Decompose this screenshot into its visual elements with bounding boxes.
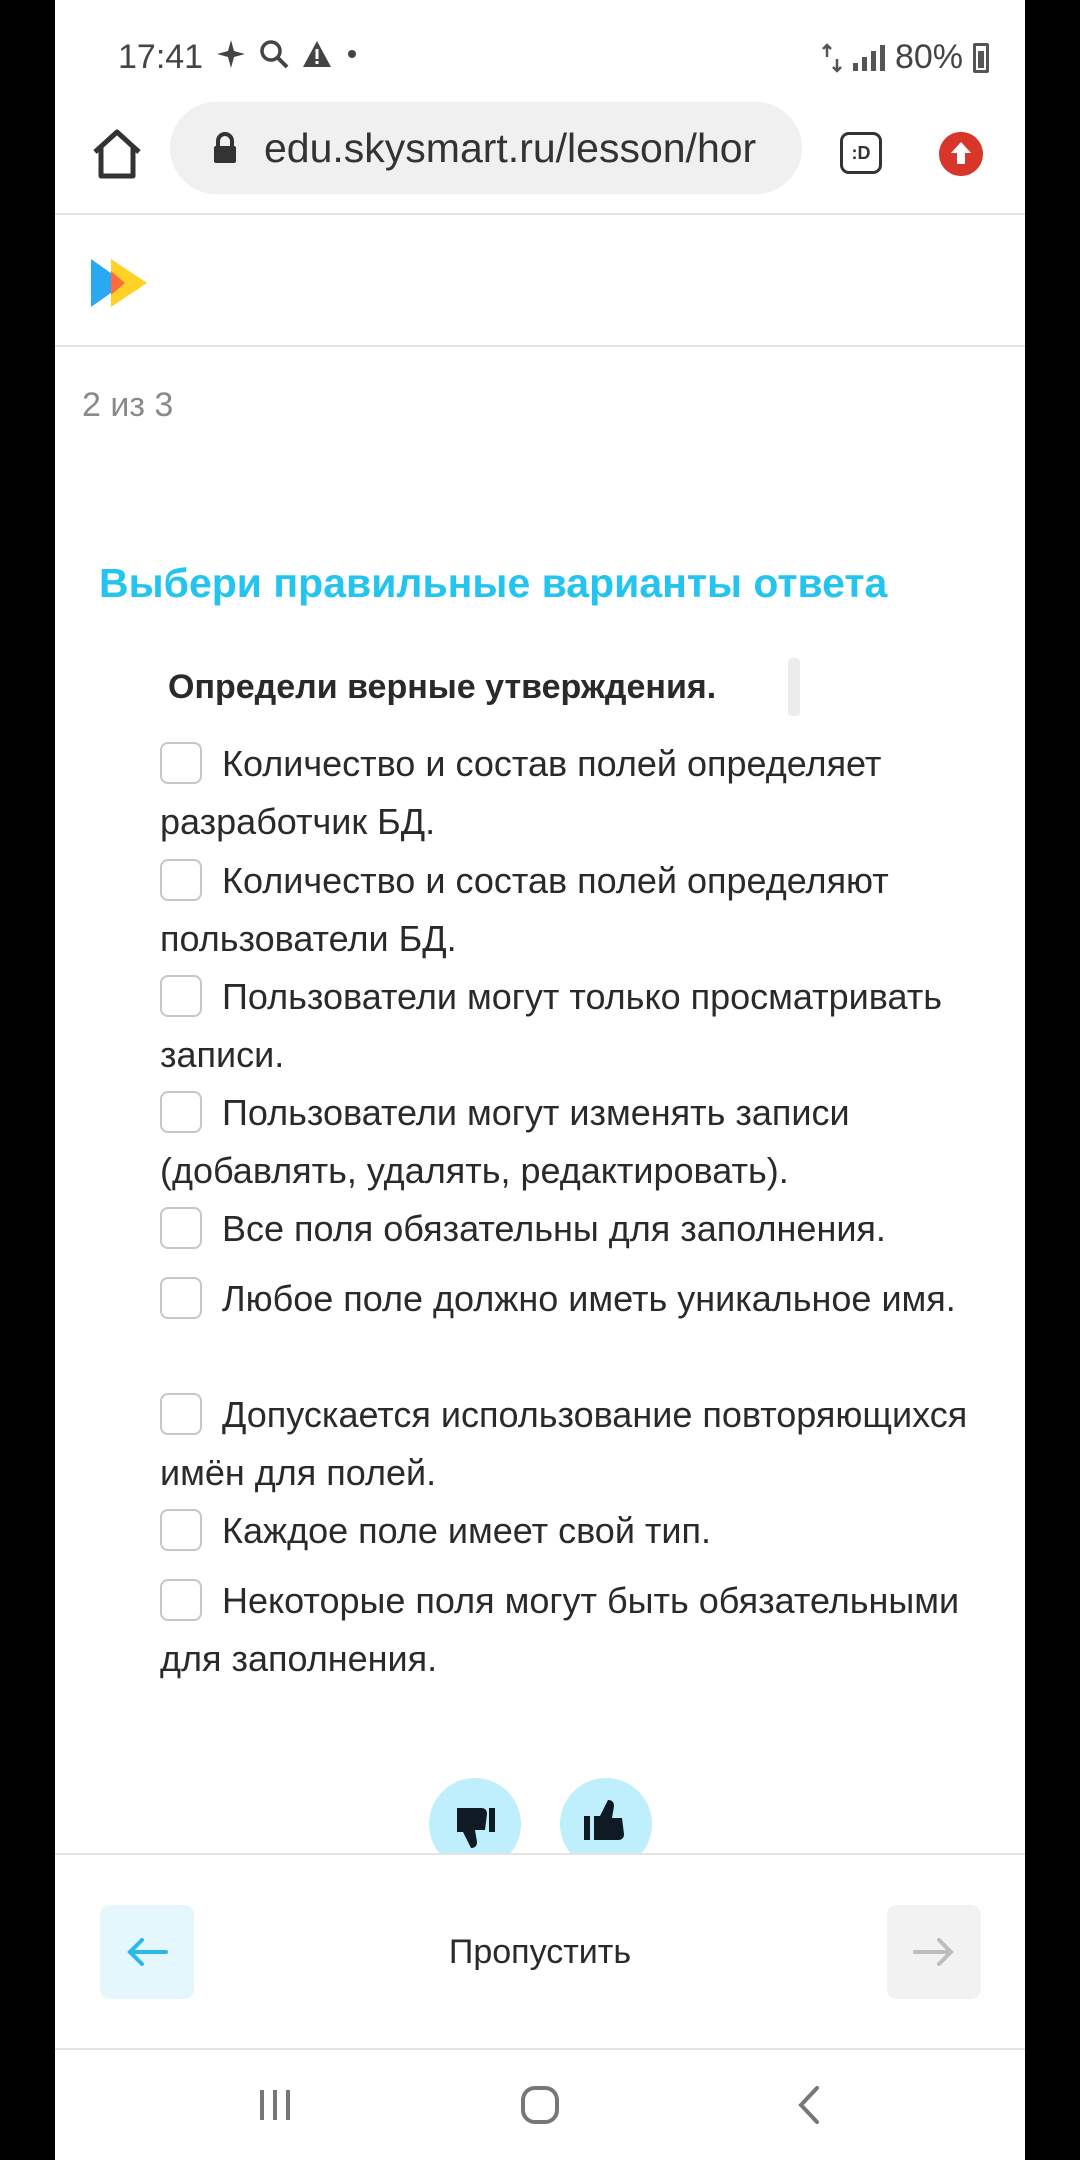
checkbox[interactable]	[160, 1393, 202, 1435]
next-button[interactable]	[887, 1905, 981, 1999]
phone-screen	[55, 0, 1025, 2160]
checkbox[interactable]	[160, 1091, 202, 1133]
answer-option-label: Каждое поле имеет свой тип.	[222, 1510, 712, 1551]
warning-icon	[301, 39, 333, 69]
answer-option[interactable]	[160, 1502, 980, 1560]
back-nav-icon[interactable]	[785, 2080, 835, 2130]
answer-option[interactable]	[160, 1270, 980, 1328]
recent-apps-icon[interactable]	[250, 2080, 300, 2130]
answer-option[interactable]	[160, 735, 980, 851]
text-cursor	[788, 658, 800, 716]
answer-option[interactable]	[160, 852, 980, 968]
answer-option-label: Допускается использование повторяющихся имён для полей.	[160, 1394, 968, 1493]
battery-percent: 80%	[894, 38, 963, 76]
status-bar	[55, 0, 1025, 100]
answer-option-label: Любое поле должно иметь уникальное имя.	[222, 1278, 956, 1319]
answer-option-label: Пользователи могут только просматривать записи.	[160, 976, 942, 1075]
home-icon[interactable]	[87, 124, 147, 184]
data-arrows-icon	[821, 43, 843, 73]
search-icon	[259, 39, 289, 69]
browser-toolbar	[55, 100, 1025, 215]
answer-option-label: Пользователи могут изменять записи (добавлять, удалять, редактировать).	[160, 1092, 850, 1191]
lock-icon	[212, 131, 238, 165]
checkbox[interactable]	[160, 1277, 202, 1319]
url-text: edu.skysmart.ru/lesson/hor	[264, 124, 757, 171]
skip-button[interactable]: Пропустить	[448, 1933, 632, 1971]
address-bar[interactable]	[170, 102, 802, 194]
answer-option[interactable]	[160, 1200, 980, 1258]
home-nav-icon[interactable]	[515, 2080, 565, 2130]
lesson-progress: 2 из 3	[82, 386, 174, 424]
task-title: Выбери правильные варианты ответа	[99, 560, 888, 606]
status-system-icons	[821, 38, 989, 77]
status-time: 17:41	[118, 38, 204, 76]
lesson-footer	[55, 1853, 1025, 2048]
checkbox[interactable]	[160, 742, 202, 784]
checkbox[interactable]	[160, 975, 202, 1017]
skysmart-logo-icon[interactable]	[91, 255, 167, 311]
checkbox[interactable]	[160, 1509, 202, 1551]
checkbox[interactable]	[160, 1579, 202, 1621]
answer-option[interactable]	[160, 1572, 980, 1688]
tabs-button[interactable]: :D	[840, 132, 882, 174]
signal-icon	[853, 45, 885, 71]
checkbox[interactable]	[160, 1207, 202, 1249]
answer-option-label: Количество и состав полей определяет разработчик БД.	[160, 743, 882, 842]
battery-icon	[973, 43, 989, 73]
update-icon[interactable]	[939, 132, 983, 176]
answer-option-label: Некоторые поля могут быть обязательными для заполнения.	[160, 1580, 960, 1679]
answer-option-label: Количество и состав полей определяют пользователи БД.	[160, 860, 889, 959]
status-notification-icons	[215, 38, 359, 70]
answer-option[interactable]	[160, 1386, 980, 1502]
sparkle-icon	[215, 38, 247, 70]
arrow-right-icon	[887, 1905, 981, 1999]
dot-icon	[345, 47, 359, 61]
system-navigation-bar	[55, 2048, 1025, 2160]
question-text: Определи верные утверждения.	[168, 668, 717, 706]
answer-option[interactable]	[160, 1084, 980, 1200]
site-header	[55, 215, 1025, 347]
checkbox[interactable]	[160, 859, 202, 901]
answer-option[interactable]	[160, 968, 980, 1084]
answer-option-label: Все поля обязательны для заполнения.	[222, 1208, 886, 1249]
